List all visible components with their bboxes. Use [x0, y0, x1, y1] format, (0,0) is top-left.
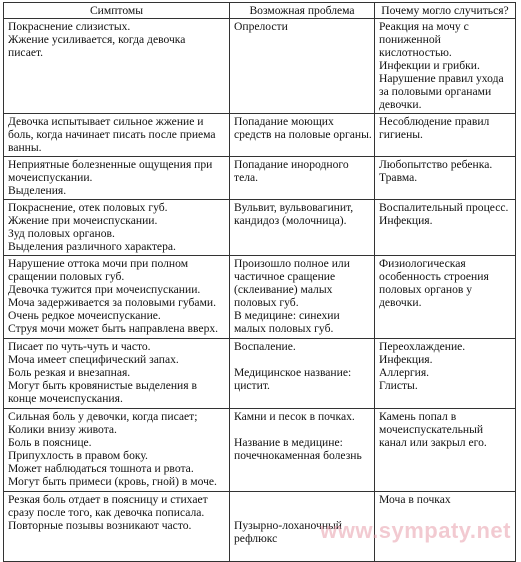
header-problem: Возможная проблема [230, 3, 375, 19]
table-row [4, 200, 516, 256]
table-row [4, 114, 516, 157]
problem-cell: Опрелости [230, 19, 375, 114]
problem-cell: Воспаление. Медицинское название: цистит. [230, 339, 375, 409]
header-cause: Почему могло случиться? [375, 3, 516, 19]
watermark-logo: www.sympaty.net [320, 518, 511, 543]
table-row [4, 19, 516, 114]
cause-cell: Реакция на мочу с пониженной кислотностью. Инфекции и грибки. Нарушение правил ухода за половыми органами девочки. [375, 19, 516, 114]
table-header-row [4, 3, 516, 19]
problem-cell: Попадание инородного тела. [230, 157, 375, 200]
symptoms-table [3, 2, 516, 562]
symptoms-cell: Нарушение оттока мочи при полном сращении половых губ. Девочка тужится при мочеиспускании. Моча задерживается за половыми губами. Очень редкое мочеиспускание. Струя мочи может быть направлена вверх. [4, 256, 230, 339]
problem-cell: Вульвит, вульвовагинит, кандидоз (молочница). [230, 200, 375, 256]
table-row [4, 157, 516, 200]
cause-cell: Моча в почках [375, 492, 516, 562]
symptoms-cell: Неприятные болезненные ощущения при мочеиспускании. Выделения. [4, 157, 230, 200]
problem-cell: Попадание моющих средств на половые органы. [230, 114, 375, 157]
table-row [4, 339, 516, 409]
cause-cell: Несоблюдение правил гигиены. [375, 114, 516, 157]
symptoms-cell: Покраснение, отек половых губ. Жжение при мочеиспускании. Зуд половых органов. Выделения различного характера. [4, 200, 230, 256]
symptoms-cell: Резкая боль отдает в поясницу и стихает сразу после того, как девочка пописала. Повторные позывы возникают часто. [4, 492, 230, 562]
symptoms-cell: Сильная боль у девочки, когда писает; Колики внизу живота. Боль в пояснице. Припухлость в правом боку. Может наблюдаться тошнота и рвота. Могут быть примеси (кровь, гной) в моче. [4, 409, 230, 492]
cause-cell: Физиологическая особенность строения половых органов у девочки. [375, 256, 516, 339]
problem-cell: Пузырно-лоханочный рефлюкс [230, 492, 375, 562]
cause-cell: Любопытство ребенка. Травма. [375, 157, 516, 200]
table-row [4, 256, 516, 339]
problem-cell: Камни и песок в почках. Название в медицине: почечнокаменная болезнь [230, 409, 375, 492]
cause-cell: Камень попал в мочеиспускательный канал или закрыл его. [375, 409, 516, 492]
symptoms-cell: Девочка испытывает сильное жжение и боль, когда начинает писать после приема ванны. [4, 114, 230, 157]
cause-cell: Воспалительный процесс. Инфекция. [375, 200, 516, 256]
symptoms-cell: Покраснение слизистых. Жжение усиливается, когда девочка писает. [4, 19, 230, 114]
symptoms-cell: Писает по чуть-чуть и часто. Моча имеет специфический запах. Боль резкая и внезапная. Могут быть кровянистые выделения в конце мочеиспускания. [4, 339, 230, 409]
problem-cell: Произошло полное или частичное сращение (склеивание) малых половых губ. В медицине: синехии малых половых губ. [230, 256, 375, 339]
header-symptoms: Симптомы [4, 3, 230, 19]
cause-cell: Переохлаждение. Инфекция. Аллергия. Глисты. [375, 339, 516, 409]
table-row [4, 409, 516, 492]
